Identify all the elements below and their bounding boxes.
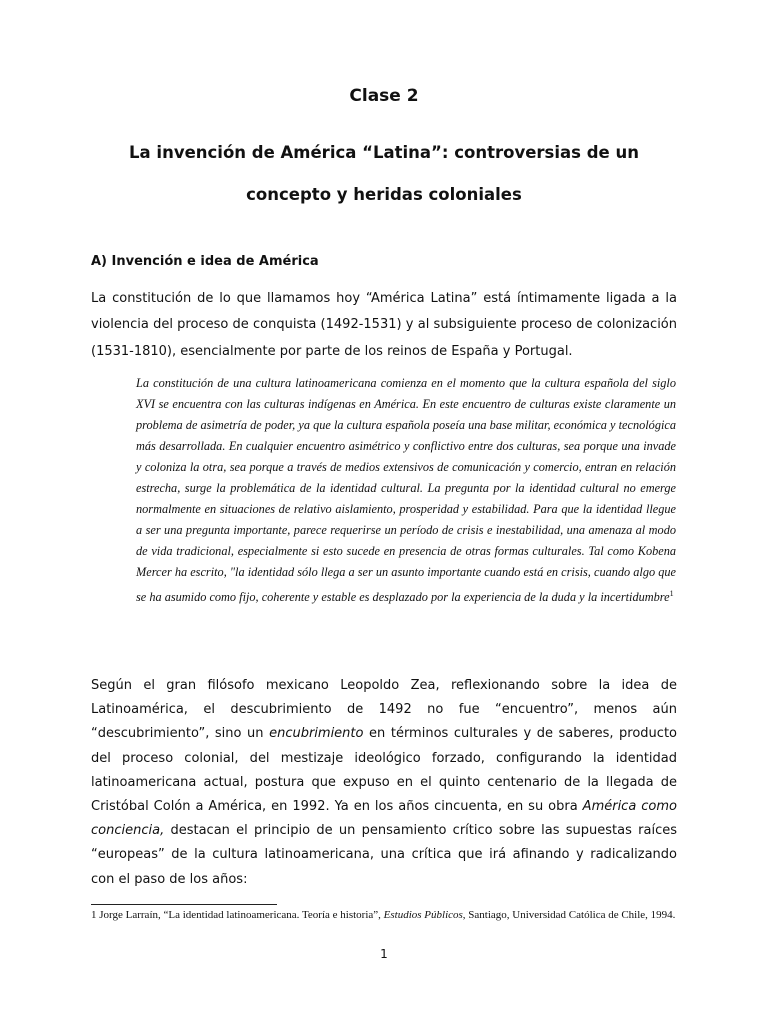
zea-paragraph-part-1: Según el gran filósofo mexicano Leopoldo Zea, reflexionando sobre la idea de Latinoamérica, el descubrimiento de 1492 no fue “encuentro”, menos aún “descubrimiento”, sino un [91,678,677,742]
zea-paragraph-part-2: en términos culturales y de saberes, producto del proceso colonial, del mestizaje ideológico forzado, configurando la identidad latinoamericana actual, postura que expuso en el quinto centenario de la llegada de Cristóbal Colón a América, en 1992. Ya en los años cincuenta, en su obra [91,726,677,815]
block-quote [136,373,676,608]
section-heading: A) Invención e idea de América [91,254,319,269]
quote-footnote-marker: 1 [669,589,674,598]
zea-emphasis-encubrimiento: encubrimiento [269,726,364,742]
zea-paragraph-part-3: destacan el principio de un pensamiento crítico sobre las supuestas raíces “europeas” de la cultura latinoamericana, una crítica que irá afinando y radicalizando con el paso de los años: [91,823,677,887]
footnote-source: Estudios Públicos [383,909,463,921]
intro-paragraph: La constitución de lo que llamamos hoy “América Latina” está íntimamente ligada a la violencia del proceso de conquista (1492-1531) y al subsiguiente proceso de colonización (1531-1810), esencialmente por parte de los reinos de España y Portugal. [91,291,677,359]
zea-emphasis-book-title: América como conciencia, [91,799,677,839]
class-title: Clase 2 [349,86,419,106]
document-title: La invención de América “Latina”: controversias de un concepto y heridas coloniales [129,143,639,204]
quote-text: La constitución de una cultura latinoamericana comienza en el momento que la cultura española del siglo XVI se encuentra con las culturas indígenas en América. En este encuentro de culturas existe claramente un problema de asimetría de poder, ya que la cultura española poseía una base militar, económica y tecnológica más desarrollada. En cualquier encuentro asimétrico y conflictivo entre dos culturas, sea porque una invade y coloniza la otra, sea porque a través de medios extensivos de comunicación y comercio, entran en relación estrecha, surge la problemática de la identidad cultural. La pregunta por la identidad cultural no emerge normalmente en situaciones de relativo aislamiento, prosperidad y estabilidad. Para que la identidad llegue a ser una pregunta importante, parece requerirse un período de crisis e inestabilidad, una amenaza al modo de vida tradicional, especialmente si esto sucede en presencia de otras formas culturales. Tal como Kobena Mercer ha escrito, "la identidad sólo llega a ser un asunto importante cuando está en crisis, cuando algo que se ha asumido como fijo, coherente y estable es desplazado por la experiencia de la duda y la incertidumbre [136,376,676,605]
page-number: 1 [380,947,388,961]
footnote-text-2: , Santiago, Universidad Católica de Chile, 1994. [462,909,676,921]
footnote-number: 1 [91,909,97,921]
footnote-text-1: Jorge Larraín, “La identidad latinoamericana. Teoría e historia”, [96,909,384,921]
zea-paragraph [91,674,677,892]
footnote-divider [91,904,277,905]
footnote [91,909,679,922]
